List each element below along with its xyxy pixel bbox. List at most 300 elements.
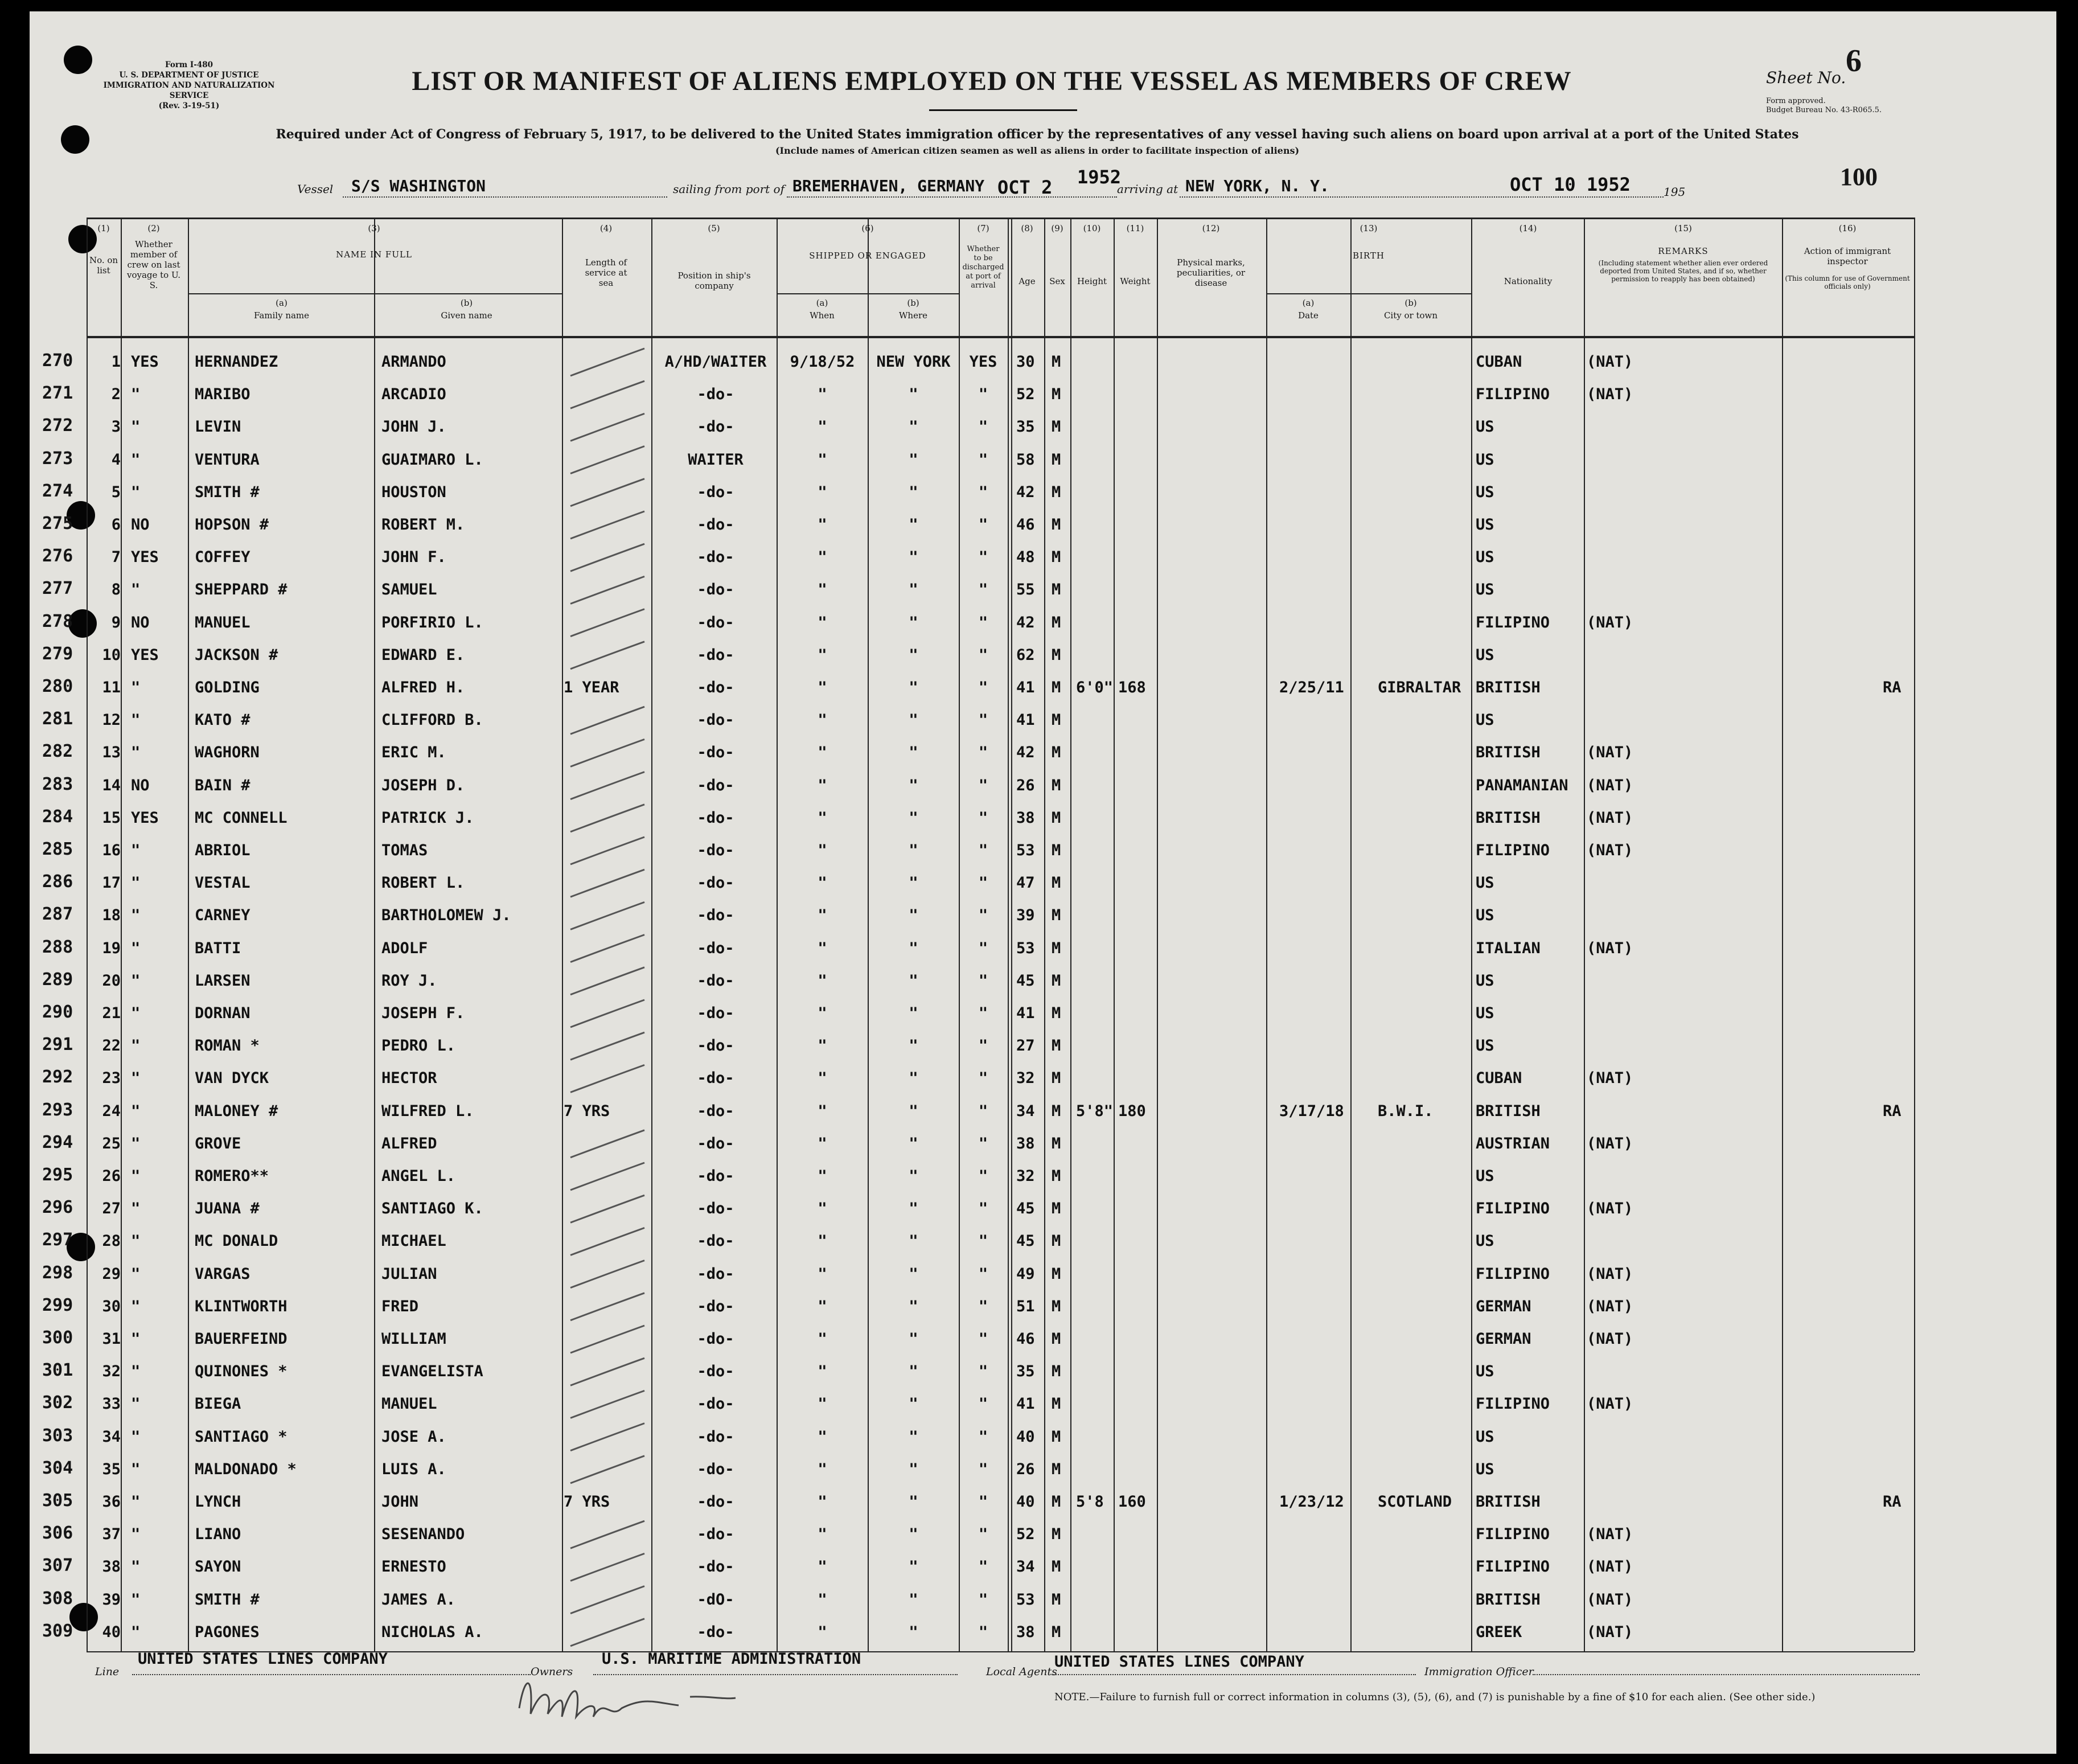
col10-title: Height [1077,276,1107,286]
pencil-mark [570,511,644,539]
cell-age: 26 [1016,1461,1035,1478]
cell-prev: " [131,842,141,859]
cell-remarks: (NAT) [1587,1298,1633,1315]
cell-where: " [909,1395,918,1413]
cell-given: JOHN J. [381,418,446,436]
cell-discharge: YES [969,353,997,371]
cell-discharge: " [978,679,988,696]
col2-number: (2) [147,223,160,233]
cell-page-no: 276 [42,546,73,566]
cell-when: " [818,809,827,827]
cell-sex: M [1052,1623,1061,1641]
cell-position: -do- [697,744,734,761]
cell-sex: M [1052,1232,1061,1250]
cell-discharge: " [978,906,988,924]
cell-family: DORNAN [195,1004,250,1022]
cell-family: JUANA # [195,1200,260,1217]
cell-no: 23 [102,1069,121,1087]
pencil-mark [570,1521,644,1548]
cell-prev: YES [131,353,159,371]
cell-page-no: 271 [42,383,73,403]
cell-discharge: " [978,418,988,436]
cell-where: " [909,1037,918,1055]
cell-given: LUIS A. [381,1461,446,1478]
cell-page-no: 292 [42,1067,73,1087]
cell-nationality: FILIPINO [1476,1558,1550,1576]
cell-given: MANUEL [381,1395,437,1413]
cell-action: RA [1883,1493,1902,1511]
cell-prev: " [131,418,141,436]
cell-remarks: (NAT) [1587,1069,1633,1087]
cell-page-no: 287 [42,904,73,924]
cell-position: -do- [697,842,734,859]
cell-nationality: PANAMANIAN [1476,777,1568,794]
cell-prev: " [131,711,141,729]
cell-age: 32 [1016,1069,1035,1087]
cell-family: HERNANDEZ [195,353,278,371]
cell-discharge: " [978,809,988,827]
cell-discharge: " [978,940,988,957]
cell-when: " [818,1461,827,1478]
cell-page-no: 293 [42,1100,73,1120]
cell-nationality: US [1476,906,1494,924]
approval-line: Budget Bureau No. 43-R065.5. [1766,106,1882,114]
cell-given: JOHN F. [381,548,446,566]
cell-prev: NO [131,516,150,534]
col4-number: (4) [599,223,613,233]
cell-no: 8 [111,581,121,598]
col16-subtitle: (This column for use of Government officials only) [1785,274,1910,290]
cell-family: MC CONNELL [195,809,288,827]
cell-page-no: 306 [42,1523,73,1543]
cell-nationality: GREEK [1476,1623,1522,1641]
cell-no: 22 [102,1037,121,1055]
pencil-mark [570,1456,644,1483]
cell-prev: YES [131,646,159,664]
cell-sex: M [1052,972,1061,990]
cell-position: -do- [697,711,734,729]
cell-discharge: " [978,1558,988,1576]
cell-remarks: (NAT) [1587,842,1633,859]
cell-remarks: (NAT) [1587,777,1633,794]
pencil-mark [570,1326,644,1353]
cell-position: -do- [697,548,734,566]
cell-nationality: US [1476,646,1494,664]
cell-position: -do- [697,777,734,794]
cell-where: " [909,972,918,990]
cell-where: " [909,451,918,469]
cell-when: " [818,842,827,859]
cell-sex: M [1052,581,1061,598]
col13a-title: Date [1298,310,1319,321]
cell-discharge: " [978,1298,988,1315]
cell-given: ALFRED H. [381,679,465,696]
sheet-number-label: Sheet No. [1766,68,1846,87]
col6a-letter: (a) [816,298,828,308]
cell-when: " [818,1037,827,1055]
cell-prev: " [131,483,141,501]
cell-age: 58 [1016,451,1035,469]
col1-title: No. on list [89,255,118,276]
cell-when: " [818,1200,827,1217]
cell-discharge: " [978,1363,988,1380]
cell-family: LARSEN [195,972,250,990]
cell-height: 5'8" [1076,1102,1114,1120]
cell-when: " [818,972,827,990]
cell-remarks: (NAT) [1587,809,1633,827]
cell-sex: M [1052,842,1061,859]
cell-age: 35 [1016,418,1035,436]
col9-number: (9) [1051,223,1063,233]
cell-where: " [909,1591,918,1609]
cell-where: " [909,1525,918,1543]
cell-position: -do- [697,614,734,631]
cell-family: PAGONES [195,1623,260,1641]
cell-given: ALFRED [381,1135,437,1152]
cell-sex: M [1052,548,1061,566]
cell-no: 10 [102,646,121,664]
pencil-mark [570,348,644,376]
cell-page-no: 275 [42,514,73,534]
cell-sex: M [1052,1428,1061,1446]
cell-sex: M [1052,874,1061,892]
cell-age: 49 [1016,1265,1035,1283]
col13b-letter: (b) [1405,298,1417,308]
cell-height: 6'0" [1076,679,1114,696]
cell-where: " [909,1135,918,1152]
cell-no: 13 [102,744,121,761]
cell-when: 9/18/52 [790,353,855,371]
cell-age: 27 [1016,1037,1035,1055]
cell-sex: M [1052,1330,1061,1348]
col6b-letter: (b) [907,298,919,308]
cell-position: -do- [697,1167,734,1185]
cell-no: 24 [102,1102,121,1120]
cell-page-no: 302 [42,1393,73,1413]
cell-given: CLIFFORD B. [381,711,483,729]
cell-prev: YES [131,548,159,566]
col6a-title: When [810,310,835,321]
cell-nationality: BRITISH [1476,1493,1541,1511]
cell-position: -do- [697,906,734,924]
cell-given: ERNESTO [381,1558,446,1576]
cell-position: -do- [697,581,734,598]
col14-number: (14) [1519,223,1537,233]
cell-no: 7 [111,548,121,566]
cell-family: BATTI [195,940,241,957]
cell-when: " [818,451,827,469]
cell-page-no: 284 [42,807,73,827]
cell-discharge: " [978,1200,988,1217]
cell-remarks: (NAT) [1587,1135,1633,1152]
cell-sex: M [1052,418,1061,436]
cell-when: " [818,1428,827,1446]
cell-discharge: " [978,614,988,631]
cell-discharge: " [978,744,988,761]
cell-page-no: 290 [42,1002,73,1022]
cell-page-no: 297 [42,1230,73,1250]
cell-discharge: " [978,548,988,566]
cell-where: " [909,711,918,729]
cell-position: -do- [697,1461,734,1478]
pencil-mark [570,1228,644,1255]
cell-discharge: " [978,777,988,794]
cell-discharge: " [978,1395,988,1413]
cell-where: " [909,1493,918,1511]
cell-service: 1 YEAR [564,679,619,696]
cell-when: " [818,1525,827,1543]
cell-remarks: (NAT) [1587,940,1633,957]
cell-discharge: " [978,1461,988,1478]
cell-discharge: " [978,1004,988,1022]
cell-no: 32 [102,1363,121,1380]
col3-title: NAME IN FULL [336,249,412,260]
cell-position: -do- [697,1200,734,1217]
departure-year: 1952 [1077,166,1122,188]
col5-title: Position in ship's company [677,270,751,291]
cell-nationality: US [1476,1037,1494,1055]
cell-given: BARTHOLOMEW J. [381,906,511,924]
cell-family: VESTAL [195,874,250,892]
cell-remarks: (NAT) [1587,1330,1633,1348]
cell-discharge: " [978,646,988,664]
cell-sex: M [1052,1004,1061,1022]
cell-page-no: 295 [42,1165,73,1185]
cell-nationality: BRITISH [1476,1591,1541,1609]
cell-page-no: 298 [42,1263,73,1283]
cell-given: ANGEL L. [381,1167,456,1185]
cell-where: " [909,418,918,436]
cell-where: " [909,1200,918,1217]
pencil-mark [570,1065,644,1092]
cell-position: -do- [697,1330,734,1348]
cell-where: " [909,1558,918,1576]
cell-sex: M [1052,1167,1061,1185]
cell-discharge: " [978,1525,988,1543]
cell-discharge: " [978,874,988,892]
cell-remarks: (NAT) [1587,1623,1633,1641]
cell-given: PEDRO L. [381,1037,456,1055]
cell-discharge: " [978,842,988,859]
pencil-mark [570,479,644,506]
cell-nationality: US [1476,874,1494,892]
cell-no: 34 [102,1428,121,1446]
cell-remarks: (NAT) [1587,1591,1633,1609]
cell-page-no: 285 [42,839,73,859]
approval-line: Form approved. [1766,97,1826,105]
cell-sex: M [1052,1525,1061,1543]
cell-sex: M [1052,809,1061,827]
cell-where: " [909,1623,918,1641]
cell-position: -do- [697,1232,734,1250]
cell-given: ROY J. [381,972,437,990]
cell-page-no: 303 [42,1426,73,1446]
cell-given: EVANGELISTA [381,1363,483,1380]
col3b-letter: (b) [460,298,473,308]
pencil-mark [570,1130,644,1158]
cell-position: -do- [697,1428,734,1446]
cell-position: -do- [697,1135,734,1152]
pencil-mark [570,1261,644,1288]
cell-where: " [909,1363,918,1380]
cell-nationality: US [1476,548,1494,566]
cell-position: -do- [697,940,734,957]
cell-age: 53 [1016,842,1035,859]
cell-prev: " [131,1298,141,1315]
cell-family: LIANO [195,1525,241,1543]
owners-label: Owners [531,1665,573,1678]
cell-nationality: BRITISH [1476,679,1541,696]
cell-discharge: " [978,1135,988,1152]
cell-family: GROVE [195,1135,241,1152]
cell-sex: M [1052,1069,1061,1087]
cell-remarks: (NAT) [1587,353,1633,371]
cell-when: " [818,744,827,761]
cell-when: " [818,418,827,436]
col15-title: REMARKS [1658,246,1709,256]
cell-family: ROMERO** [195,1167,269,1185]
cell-position: WAITER [688,451,744,469]
pencil-mark [570,576,644,604]
cell-sex: M [1052,1102,1061,1120]
cell-prev: " [131,451,141,469]
cell-given: ROBERT M. [381,516,465,534]
cell-prev: " [131,1069,141,1087]
cell-age: 48 [1016,548,1035,566]
required-statement: Required under Act of Congress of February 5, 1917, to be delivered to the United States immigration officer by the representatives of any vessel having such aliens on board upon arrival at a port of the United States [276,127,1799,142]
cell-position: -do- [697,646,734,664]
cell-prev: " [131,1265,141,1283]
cell-height: 5'8 [1076,1493,1104,1511]
cell-prev: " [131,1200,141,1217]
cell-family: SHEPPARD # [195,581,288,598]
cell-age: 46 [1016,1330,1035,1348]
cell-no: 21 [102,1004,121,1022]
cell-nationality: US [1476,418,1494,436]
arriving-label: arriving at [1117,182,1178,196]
departure-port: BREMERHAVEN, GERMANY [792,177,985,195]
cell-position: -do- [697,1265,734,1283]
immigration-officer-label: Immigration Officer [1424,1665,1534,1678]
cell-sex: M [1052,451,1061,469]
cell-birth-city: SCOTLAND [1378,1493,1452,1511]
cell-page-no: 299 [42,1295,73,1315]
cell-when: " [818,906,827,924]
pencil-mark [570,1586,644,1614]
cell-no: 31 [102,1330,121,1348]
cell-nationality: CUBAN [1476,1069,1522,1087]
cell-nationality: US [1476,1461,1494,1478]
pencil-mark [570,739,644,766]
cell-when: " [818,581,827,598]
cell-sex: M [1052,516,1061,534]
cell-discharge: " [978,451,988,469]
cell-position: -do- [697,1004,734,1022]
cell-no: 17 [102,874,121,892]
cell-age: 38 [1016,1623,1035,1641]
cell-remarks: (NAT) [1587,614,1633,631]
cell-where: " [909,1330,918,1348]
cell-when: " [818,1493,827,1511]
col12-title: Physical marks, peculiarities, or disease [1176,257,1246,288]
signature [508,1663,747,1731]
cell-where: " [909,744,918,761]
cell-page-no: 272 [42,416,73,436]
cell-position: -do- [697,418,734,436]
cell-sex: M [1052,1037,1061,1055]
cell-no: 18 [102,906,121,924]
cell-family: COFFEY [195,548,250,566]
cell-prev: " [131,1167,141,1185]
cell-position: -do- [697,1069,734,1087]
cell-family: GOLDING [195,679,260,696]
cell-given: MICHAEL [381,1232,446,1250]
cell-age: 41 [1016,1395,1035,1413]
cell-no: 19 [102,940,121,957]
cell-nationality: US [1476,451,1494,469]
cell-where: " [909,548,918,566]
year-suffix: 195 [1664,185,1686,199]
cell-nationality: BRITISH [1476,744,1541,761]
pencil-mark [570,707,644,734]
cell-birth-city: B.W.I. [1378,1102,1434,1120]
cell-nationality: US [1476,1363,1494,1380]
cell-discharge: " [978,1069,988,1087]
cell-given: JOSEPH F. [381,1004,465,1022]
cell-nationality: BRITISH [1476,1102,1541,1120]
pencil-mark [570,967,644,995]
cell-where: " [909,581,918,598]
cell-no: 6 [111,516,121,534]
cell-page-no: 308 [42,1589,73,1609]
cell-given: ERIC M. [381,744,446,761]
cell-page-no: 278 [42,612,73,631]
cell-age: 35 [1016,1363,1035,1380]
cell-discharge: " [978,1265,988,1283]
cell-nationality: FILIPINO [1476,1200,1550,1217]
cell-sex: M [1052,1395,1061,1413]
pencil-mark [570,1423,644,1451]
cell-where: " [909,1102,918,1120]
cell-position: -do- [697,483,734,501]
cell-remarks: (NAT) [1587,1265,1633,1283]
pencil-mark [570,1293,644,1320]
cell-family: VARGAS [195,1265,250,1283]
cell-age: 42 [1016,744,1035,761]
cell-prev: " [131,1558,141,1576]
cell-position: -dO- [697,1591,734,1609]
cell-birth-date: 1/23/12 [1279,1493,1344,1511]
cell-family: LEVIN [195,418,241,436]
cell-prev: " [131,1330,141,1348]
col3a-title: Family name [253,310,310,321]
cell-nationality: ITALIAN [1476,940,1541,957]
cell-age: 41 [1016,679,1035,696]
cell-discharge: " [978,1623,988,1641]
cell-sex: M [1052,1265,1061,1283]
cell-prev: " [131,1461,141,1478]
cell-remarks: (NAT) [1587,1200,1633,1217]
cell-prev: " [131,679,141,696]
cell-where: " [909,646,918,664]
cell-nationality: FILIPINO [1476,1395,1550,1413]
departure-date: OCT 2 [997,177,1053,198]
pencil-mark [570,1358,644,1385]
department: U. S. DEPARTMENT OF JUSTICE [119,71,259,80]
cell-prev: " [131,385,141,403]
cell-when: " [818,646,827,664]
cell-family: SMITH # [195,483,260,501]
